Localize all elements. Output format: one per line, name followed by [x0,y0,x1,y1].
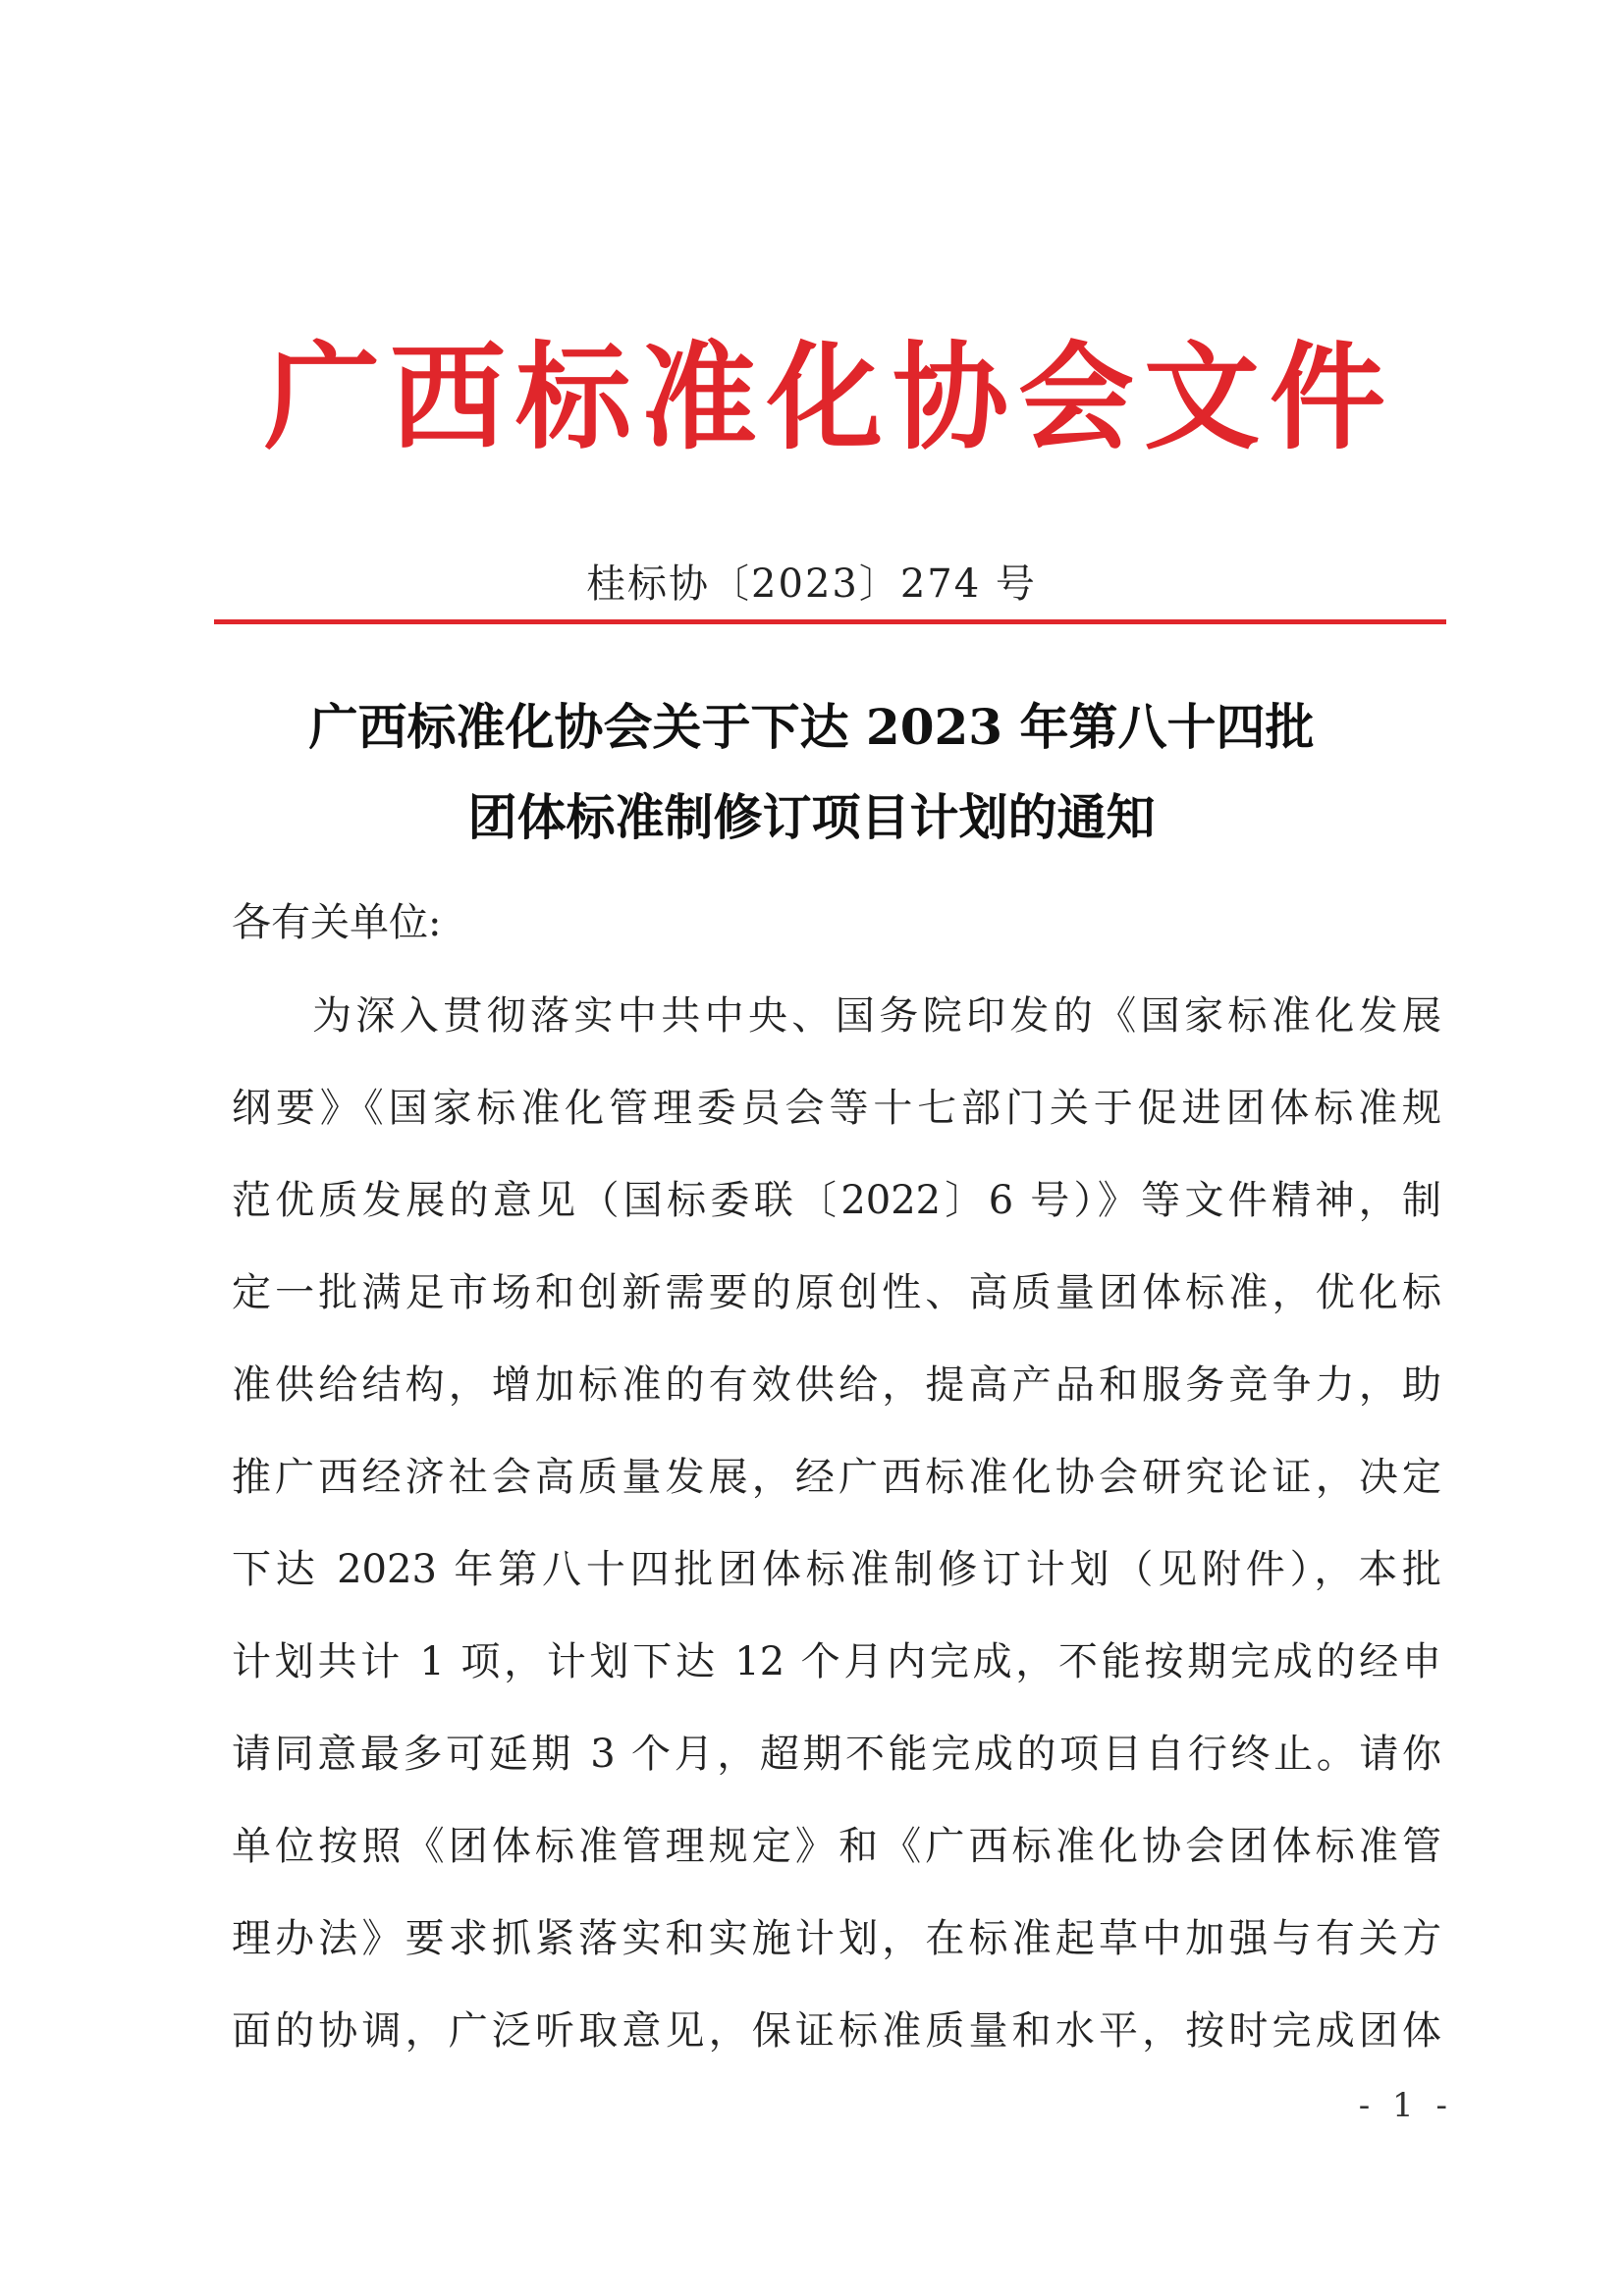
body-line: 定一批满足市场和创新需要的原创性、高质量团体标准，优化标 [232,1270,1441,1315]
notice-title-line: 广西标准化协会关于下达 2023 年第八十四批 [308,698,1315,756]
notice-title [177,682,1446,863]
body-line: 请同意最多可延期 3 个月，超期不能完成的项目自行终止。请你 [232,1732,1441,1777]
body-line: 准供给结构，增加标准的有效供给，提高产品和服务竞争力，助 [232,1362,1441,1408]
salutation: 各有关单位: [232,900,442,945]
red-divider-line [214,619,1446,624]
body-line: 面的协调，广泛听取意见，保证标准质量和水平，按时完成团体 [232,2008,1441,2054]
body-line: 下达 2023 年第八十四批团体标准制修订计划（见附件），本批 [232,1547,1441,1592]
body-line: 为深入贯彻落实中共中央、国务院印发的《国家标准化发展 [312,993,1441,1039]
page-number: - 1 - [1358,2086,1453,2125]
body-line: 推广西经济社会高质量发展，经广西标准化协会研究论证，决定 [232,1455,1441,1500]
body-line: 纲要》《国家标准化管理委员会等十七部门关于促进团体标准规 [232,1086,1441,1131]
body-line: 单位按照《团体标准管理规定》和《广西标准化协会团体标准管 [232,1824,1441,1869]
body-line: 理办法》要求抓紧落实和实施计划，在标准起草中加强与有关方 [232,1916,1441,1961]
body-line: 范优质发展的意见（国标委联〔2022〕6 号）》等文件精神，制 [232,1178,1441,1223]
notice-title-line: 团体标准制修订项目计划的通知 [467,788,1156,846]
document-number: 桂标协〔2023〕274 号 [586,561,1037,607]
body-line: 计划共计 1 项，计划下达 12 个月内完成，不能按期完成的经申 [232,1639,1441,1684]
masthead-title: 广西标准化协会文件 [263,329,1395,465]
body-paragraph [232,987,1441,2094]
